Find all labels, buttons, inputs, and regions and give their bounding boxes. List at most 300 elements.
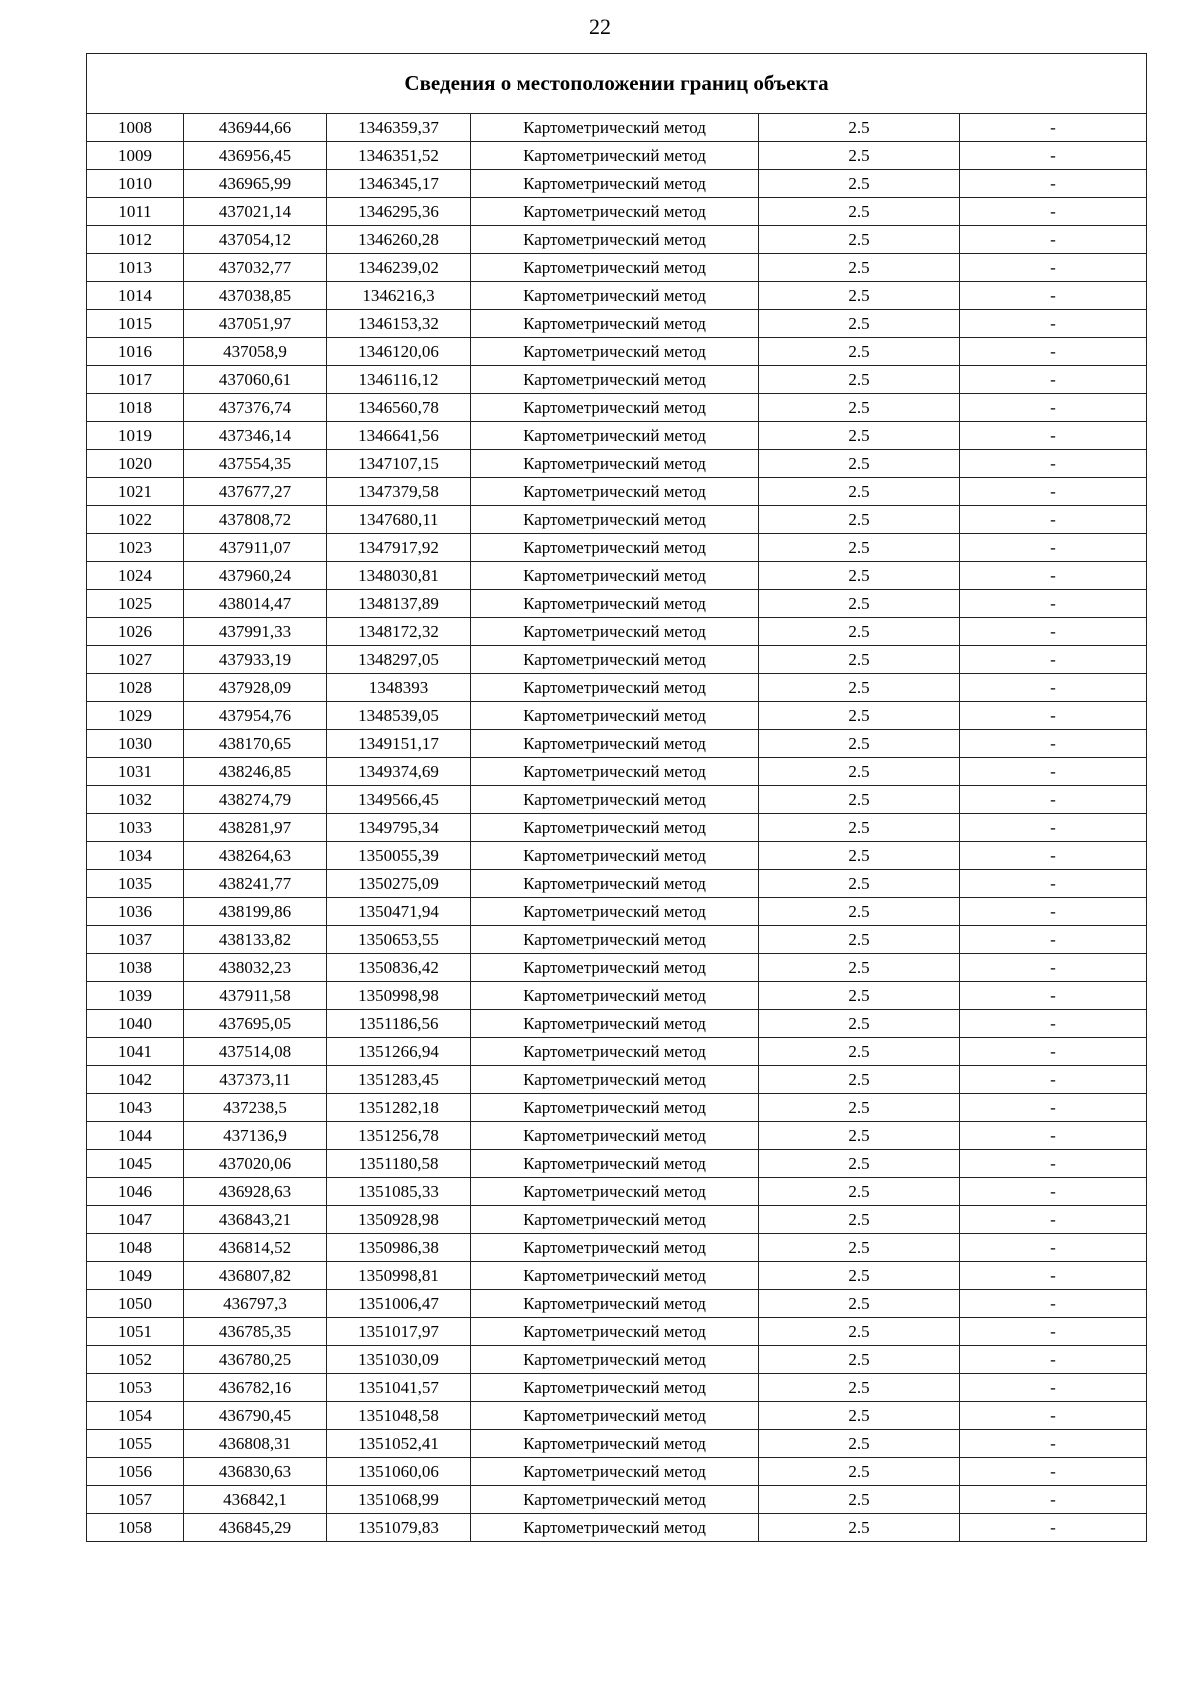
y-coordinate-cell: 1350471,94 (327, 898, 471, 926)
description-cell: - (960, 1290, 1147, 1318)
y-coordinate-cell: 1347107,15 (327, 450, 471, 478)
x-coordinate-cell: 436965,99 (184, 170, 327, 198)
method-cell: Картометрический метод (471, 506, 759, 534)
table-row (87, 1178, 1147, 1206)
method-cell: Картометрический метод (471, 1094, 759, 1122)
method-cell: Картометрический метод (471, 254, 759, 282)
point-number-cell: 1026 (87, 618, 184, 646)
x-coordinate-cell: 437038,85 (184, 282, 327, 310)
x-coordinate-cell: 437021,14 (184, 198, 327, 226)
description-cell: - (960, 1038, 1147, 1066)
point-number-cell: 1042 (87, 1066, 184, 1094)
description-cell: - (960, 254, 1147, 282)
method-cell: Картометрический метод (471, 198, 759, 226)
method-cell: Картометрический метод (471, 1346, 759, 1374)
x-coordinate-cell: 438264,63 (184, 842, 327, 870)
method-cell: Картометрический метод (471, 394, 759, 422)
table-row (87, 1458, 1147, 1486)
table-row (87, 1318, 1147, 1346)
method-cell: Картометрический метод (471, 786, 759, 814)
method-cell: Картометрический метод (471, 310, 759, 338)
accuracy-cell: 2.5 (759, 366, 960, 394)
accuracy-cell: 2.5 (759, 198, 960, 226)
accuracy-cell: 2.5 (759, 954, 960, 982)
method-cell: Картометрический метод (471, 1514, 759, 1542)
method-cell: Картометрический метод (471, 758, 759, 786)
accuracy-cell: 2.5 (759, 730, 960, 758)
point-number-cell: 1037 (87, 926, 184, 954)
point-number-cell: 1034 (87, 842, 184, 870)
y-coordinate-cell: 1351283,45 (327, 1066, 471, 1094)
y-coordinate-cell: 1350055,39 (327, 842, 471, 870)
point-number-cell: 1016 (87, 338, 184, 366)
description-cell: - (960, 170, 1147, 198)
accuracy-cell: 2.5 (759, 1402, 960, 1430)
x-coordinate-cell: 438133,82 (184, 926, 327, 954)
x-coordinate-cell: 438246,85 (184, 758, 327, 786)
description-cell: - (960, 1234, 1147, 1262)
accuracy-cell: 2.5 (759, 674, 960, 702)
x-coordinate-cell: 437060,61 (184, 366, 327, 394)
accuracy-cell: 2.5 (759, 1458, 960, 1486)
x-coordinate-cell: 437808,72 (184, 506, 327, 534)
y-coordinate-cell: 1348030,81 (327, 562, 471, 590)
description-cell: - (960, 310, 1147, 338)
y-coordinate-cell: 1346260,28 (327, 226, 471, 254)
table-row (87, 1262, 1147, 1290)
method-cell: Картометрический метод (471, 1010, 759, 1038)
table-row (87, 926, 1147, 954)
point-number-cell: 1040 (87, 1010, 184, 1038)
point-number-cell: 1056 (87, 1458, 184, 1486)
description-cell: - (960, 534, 1147, 562)
table-row (87, 954, 1147, 982)
table-row (87, 478, 1147, 506)
method-cell: Картометрический метод (471, 142, 759, 170)
y-coordinate-cell: 1346295,36 (327, 198, 471, 226)
table-row (87, 1430, 1147, 1458)
y-coordinate-cell: 1346345,17 (327, 170, 471, 198)
accuracy-cell: 2.5 (759, 618, 960, 646)
table-row (87, 198, 1147, 226)
description-cell: - (960, 786, 1147, 814)
description-cell: - (960, 1010, 1147, 1038)
accuracy-cell: 2.5 (759, 1290, 960, 1318)
point-number-cell: 1011 (87, 198, 184, 226)
method-cell: Картометрический метод (471, 1234, 759, 1262)
method-cell: Картометрический метод (471, 730, 759, 758)
point-number-cell: 1041 (87, 1038, 184, 1066)
accuracy-cell: 2.5 (759, 114, 960, 142)
x-coordinate-cell: 436782,16 (184, 1374, 327, 1402)
accuracy-cell: 2.5 (759, 562, 960, 590)
y-coordinate-cell: 1351256,78 (327, 1122, 471, 1150)
x-coordinate-cell: 437058,9 (184, 338, 327, 366)
method-cell: Картометрический метод (471, 926, 759, 954)
x-coordinate-cell: 436928,63 (184, 1178, 327, 1206)
x-coordinate-cell: 436956,45 (184, 142, 327, 170)
x-coordinate-cell: 436797,3 (184, 1290, 327, 1318)
y-coordinate-cell: 1350928,98 (327, 1206, 471, 1234)
method-cell: Картометрический метод (471, 1402, 759, 1430)
description-cell: - (960, 1430, 1147, 1458)
accuracy-cell: 2.5 (759, 1346, 960, 1374)
table-row (87, 310, 1147, 338)
point-number-cell: 1021 (87, 478, 184, 506)
accuracy-cell: 2.5 (759, 170, 960, 198)
description-cell: - (960, 338, 1147, 366)
method-cell: Картометрический метод (471, 1122, 759, 1150)
x-coordinate-cell: 437376,74 (184, 394, 327, 422)
accuracy-cell: 2.5 (759, 842, 960, 870)
description-cell: - (960, 478, 1147, 506)
table-row (87, 758, 1147, 786)
point-number-cell: 1024 (87, 562, 184, 590)
table-row (87, 1402, 1147, 1430)
method-cell: Картометрический метод (471, 1374, 759, 1402)
description-cell: - (960, 898, 1147, 926)
description-cell: - (960, 982, 1147, 1010)
description-cell: - (960, 646, 1147, 674)
description-cell: - (960, 506, 1147, 534)
description-cell: - (960, 618, 1147, 646)
x-coordinate-cell: 437032,77 (184, 254, 327, 282)
point-number-cell: 1043 (87, 1094, 184, 1122)
table-row (87, 898, 1147, 926)
x-coordinate-cell: 436842,1 (184, 1486, 327, 1514)
accuracy-cell: 2.5 (759, 142, 960, 170)
table-row (87, 338, 1147, 366)
y-coordinate-cell: 1346120,06 (327, 338, 471, 366)
table-row (87, 1206, 1147, 1234)
accuracy-cell: 2.5 (759, 450, 960, 478)
description-cell: - (960, 366, 1147, 394)
x-coordinate-cell: 436785,35 (184, 1318, 327, 1346)
method-cell: Картометрический метод (471, 562, 759, 590)
x-coordinate-cell: 437911,58 (184, 982, 327, 1010)
accuracy-cell: 2.5 (759, 422, 960, 450)
table-row (87, 422, 1147, 450)
x-coordinate-cell: 437677,27 (184, 478, 327, 506)
table-title: Сведения о местоположении границ объекта (87, 54, 1147, 114)
method-cell: Картометрический метод (471, 618, 759, 646)
method-cell: Картометрический метод (471, 170, 759, 198)
y-coordinate-cell: 1350275,09 (327, 870, 471, 898)
x-coordinate-cell: 437933,19 (184, 646, 327, 674)
y-coordinate-cell: 1348297,05 (327, 646, 471, 674)
x-coordinate-cell: 437695,05 (184, 1010, 327, 1038)
accuracy-cell: 2.5 (759, 1374, 960, 1402)
description-cell: - (960, 1346, 1147, 1374)
x-coordinate-cell: 437238,5 (184, 1094, 327, 1122)
point-number-cell: 1049 (87, 1262, 184, 1290)
method-cell: Картометрический метод (471, 870, 759, 898)
y-coordinate-cell: 1346239,02 (327, 254, 471, 282)
table-row (87, 394, 1147, 422)
method-cell: Картометрический метод (471, 954, 759, 982)
y-coordinate-cell: 1351079,83 (327, 1514, 471, 1542)
point-number-cell: 1039 (87, 982, 184, 1010)
point-number-cell: 1030 (87, 730, 184, 758)
point-number-cell: 1052 (87, 1346, 184, 1374)
x-coordinate-cell: 437954,76 (184, 702, 327, 730)
y-coordinate-cell: 1346560,78 (327, 394, 471, 422)
boundary-table-container (86, 53, 1146, 1542)
accuracy-cell: 2.5 (759, 282, 960, 310)
y-coordinate-cell: 1349795,34 (327, 814, 471, 842)
table-row (87, 226, 1147, 254)
point-number-cell: 1025 (87, 590, 184, 618)
method-cell: Картометрический метод (471, 814, 759, 842)
table-row (87, 786, 1147, 814)
y-coordinate-cell: 1350653,55 (327, 926, 471, 954)
point-number-cell: 1018 (87, 394, 184, 422)
table-row (87, 1038, 1147, 1066)
method-cell: Картометрический метод (471, 114, 759, 142)
description-cell: - (960, 1150, 1147, 1178)
point-number-cell: 1031 (87, 758, 184, 786)
point-number-cell: 1027 (87, 646, 184, 674)
x-coordinate-cell: 436843,21 (184, 1206, 327, 1234)
table-row (87, 1486, 1147, 1514)
y-coordinate-cell: 1348172,32 (327, 618, 471, 646)
x-coordinate-cell: 437136,9 (184, 1122, 327, 1150)
method-cell: Картометрический метод (471, 478, 759, 506)
accuracy-cell: 2.5 (759, 814, 960, 842)
x-coordinate-cell: 437991,33 (184, 618, 327, 646)
y-coordinate-cell: 1351068,99 (327, 1486, 471, 1514)
table-row (87, 618, 1147, 646)
y-coordinate-cell: 1348539,05 (327, 702, 471, 730)
table-row (87, 562, 1147, 590)
method-cell: Картометрический метод (471, 282, 759, 310)
accuracy-cell: 2.5 (759, 646, 960, 674)
y-coordinate-cell: 1351085,33 (327, 1178, 471, 1206)
point-number-cell: 1055 (87, 1430, 184, 1458)
accuracy-cell: 2.5 (759, 1094, 960, 1122)
description-cell: - (960, 1402, 1147, 1430)
point-number-cell: 1008 (87, 114, 184, 142)
y-coordinate-cell: 1346153,32 (327, 310, 471, 338)
description-cell: - (960, 954, 1147, 982)
accuracy-cell: 2.5 (759, 506, 960, 534)
accuracy-cell: 2.5 (759, 926, 960, 954)
method-cell: Картометрический метод (471, 646, 759, 674)
y-coordinate-cell: 1351017,97 (327, 1318, 471, 1346)
x-coordinate-cell: 438032,23 (184, 954, 327, 982)
point-number-cell: 1057 (87, 1486, 184, 1514)
y-coordinate-cell: 1351186,56 (327, 1010, 471, 1038)
x-coordinate-cell: 436807,82 (184, 1262, 327, 1290)
table-row (87, 142, 1147, 170)
y-coordinate-cell: 1350998,98 (327, 982, 471, 1010)
table-row (87, 366, 1147, 394)
x-coordinate-cell: 438014,47 (184, 590, 327, 618)
x-coordinate-cell: 437928,09 (184, 674, 327, 702)
accuracy-cell: 2.5 (759, 590, 960, 618)
accuracy-cell: 2.5 (759, 394, 960, 422)
method-cell: Картометрический метод (471, 1178, 759, 1206)
description-cell: - (960, 282, 1147, 310)
table-row (87, 674, 1147, 702)
point-number-cell: 1023 (87, 534, 184, 562)
point-number-cell: 1020 (87, 450, 184, 478)
method-cell: Картометрический метод (471, 1430, 759, 1458)
description-cell: - (960, 758, 1147, 786)
description-cell: - (960, 926, 1147, 954)
y-coordinate-cell: 1351060,06 (327, 1458, 471, 1486)
point-number-cell: 1035 (87, 870, 184, 898)
accuracy-cell: 2.5 (759, 1206, 960, 1234)
method-cell: Картометрический метод (471, 1206, 759, 1234)
description-cell: - (960, 674, 1147, 702)
table-row (87, 730, 1147, 758)
y-coordinate-cell: 1351041,57 (327, 1374, 471, 1402)
point-number-cell: 1053 (87, 1374, 184, 1402)
point-number-cell: 1050 (87, 1290, 184, 1318)
method-cell: Картометрический метод (471, 226, 759, 254)
y-coordinate-cell: 1351266,94 (327, 1038, 471, 1066)
y-coordinate-cell: 1346216,3 (327, 282, 471, 310)
description-cell: - (960, 1262, 1147, 1290)
point-number-cell: 1054 (87, 1402, 184, 1430)
point-number-cell: 1017 (87, 366, 184, 394)
table-row (87, 1514, 1147, 1542)
accuracy-cell: 2.5 (759, 982, 960, 1010)
accuracy-cell: 2.5 (759, 702, 960, 730)
table-row (87, 170, 1147, 198)
x-coordinate-cell: 437020,06 (184, 1150, 327, 1178)
table-row (87, 646, 1147, 674)
point-number-cell: 1012 (87, 226, 184, 254)
accuracy-cell: 2.5 (759, 338, 960, 366)
y-coordinate-cell: 1351030,09 (327, 1346, 471, 1374)
description-cell: - (960, 1178, 1147, 1206)
table-row (87, 1094, 1147, 1122)
description-cell: - (960, 1206, 1147, 1234)
description-cell: - (960, 562, 1147, 590)
accuracy-cell: 2.5 (759, 1178, 960, 1206)
method-cell: Картометрический метод (471, 1458, 759, 1486)
table-row (87, 1346, 1147, 1374)
point-number-cell: 1047 (87, 1206, 184, 1234)
description-cell: - (960, 226, 1147, 254)
y-coordinate-cell: 1347917,92 (327, 534, 471, 562)
description-cell: - (960, 702, 1147, 730)
description-cell: - (960, 394, 1147, 422)
method-cell: Картометрический метод (471, 1290, 759, 1318)
method-cell: Картометрический метод (471, 338, 759, 366)
accuracy-cell: 2.5 (759, 226, 960, 254)
description-cell: - (960, 590, 1147, 618)
table-row (87, 982, 1147, 1010)
x-coordinate-cell: 438241,77 (184, 870, 327, 898)
table-body (87, 114, 1147, 1542)
table-title-row (87, 54, 1147, 114)
description-cell: - (960, 814, 1147, 842)
point-number-cell: 1051 (87, 1318, 184, 1346)
description-cell: - (960, 1374, 1147, 1402)
y-coordinate-cell: 1348137,89 (327, 590, 471, 618)
table-row (87, 870, 1147, 898)
table-row (87, 814, 1147, 842)
description-cell: - (960, 1122, 1147, 1150)
x-coordinate-cell: 437373,11 (184, 1066, 327, 1094)
x-coordinate-cell: 436808,31 (184, 1430, 327, 1458)
point-number-cell: 1045 (87, 1150, 184, 1178)
y-coordinate-cell: 1349566,45 (327, 786, 471, 814)
description-cell: - (960, 1066, 1147, 1094)
x-coordinate-cell: 437346,14 (184, 422, 327, 450)
description-cell: - (960, 870, 1147, 898)
table-row (87, 1150, 1147, 1178)
description-cell: - (960, 114, 1147, 142)
accuracy-cell: 2.5 (759, 310, 960, 338)
y-coordinate-cell: 1350998,81 (327, 1262, 471, 1290)
y-coordinate-cell: 1351052,41 (327, 1430, 471, 1458)
accuracy-cell: 2.5 (759, 1318, 960, 1346)
point-number-cell: 1028 (87, 674, 184, 702)
y-coordinate-cell: 1351006,47 (327, 1290, 471, 1318)
page-number: 22 (589, 14, 611, 39)
method-cell: Картометрический метод (471, 982, 759, 1010)
point-number-cell: 1015 (87, 310, 184, 338)
table-row (87, 1374, 1147, 1402)
x-coordinate-cell: 436790,45 (184, 1402, 327, 1430)
x-coordinate-cell: 437554,35 (184, 450, 327, 478)
table-row (87, 114, 1147, 142)
x-coordinate-cell: 436830,63 (184, 1458, 327, 1486)
x-coordinate-cell: 437514,08 (184, 1038, 327, 1066)
method-cell: Картометрический метод (471, 1038, 759, 1066)
accuracy-cell: 2.5 (759, 1038, 960, 1066)
point-number-cell: 1038 (87, 954, 184, 982)
point-number-cell: 1010 (87, 170, 184, 198)
table-row (87, 842, 1147, 870)
accuracy-cell: 2.5 (759, 786, 960, 814)
table-row (87, 1290, 1147, 1318)
y-coordinate-cell: 1350986,38 (327, 1234, 471, 1262)
description-cell: - (960, 1318, 1147, 1346)
method-cell: Картометрический метод (471, 674, 759, 702)
y-coordinate-cell: 1347680,11 (327, 506, 471, 534)
y-coordinate-cell: 1346351,52 (327, 142, 471, 170)
y-coordinate-cell: 1348393 (327, 674, 471, 702)
table-row (87, 1122, 1147, 1150)
accuracy-cell: 2.5 (759, 1122, 960, 1150)
x-coordinate-cell: 436845,29 (184, 1514, 327, 1542)
description-cell: - (960, 1458, 1147, 1486)
boundary-coordinates-table (86, 53, 1147, 1542)
accuracy-cell: 2.5 (759, 1514, 960, 1542)
y-coordinate-cell: 1346641,56 (327, 422, 471, 450)
accuracy-cell: 2.5 (759, 1430, 960, 1458)
x-coordinate-cell: 437911,07 (184, 534, 327, 562)
y-coordinate-cell: 1346116,12 (327, 366, 471, 394)
point-number-cell: 1029 (87, 702, 184, 730)
method-cell: Картометрический метод (471, 1486, 759, 1514)
y-coordinate-cell: 1346359,37 (327, 114, 471, 142)
point-number-cell: 1019 (87, 422, 184, 450)
point-number-cell: 1033 (87, 814, 184, 842)
method-cell: Картометрический метод (471, 590, 759, 618)
description-cell: - (960, 1486, 1147, 1514)
method-cell: Картометрический метод (471, 1262, 759, 1290)
description-cell: - (960, 842, 1147, 870)
point-number-cell: 1036 (87, 898, 184, 926)
method-cell: Картометрический метод (471, 422, 759, 450)
x-coordinate-cell: 437054,12 (184, 226, 327, 254)
